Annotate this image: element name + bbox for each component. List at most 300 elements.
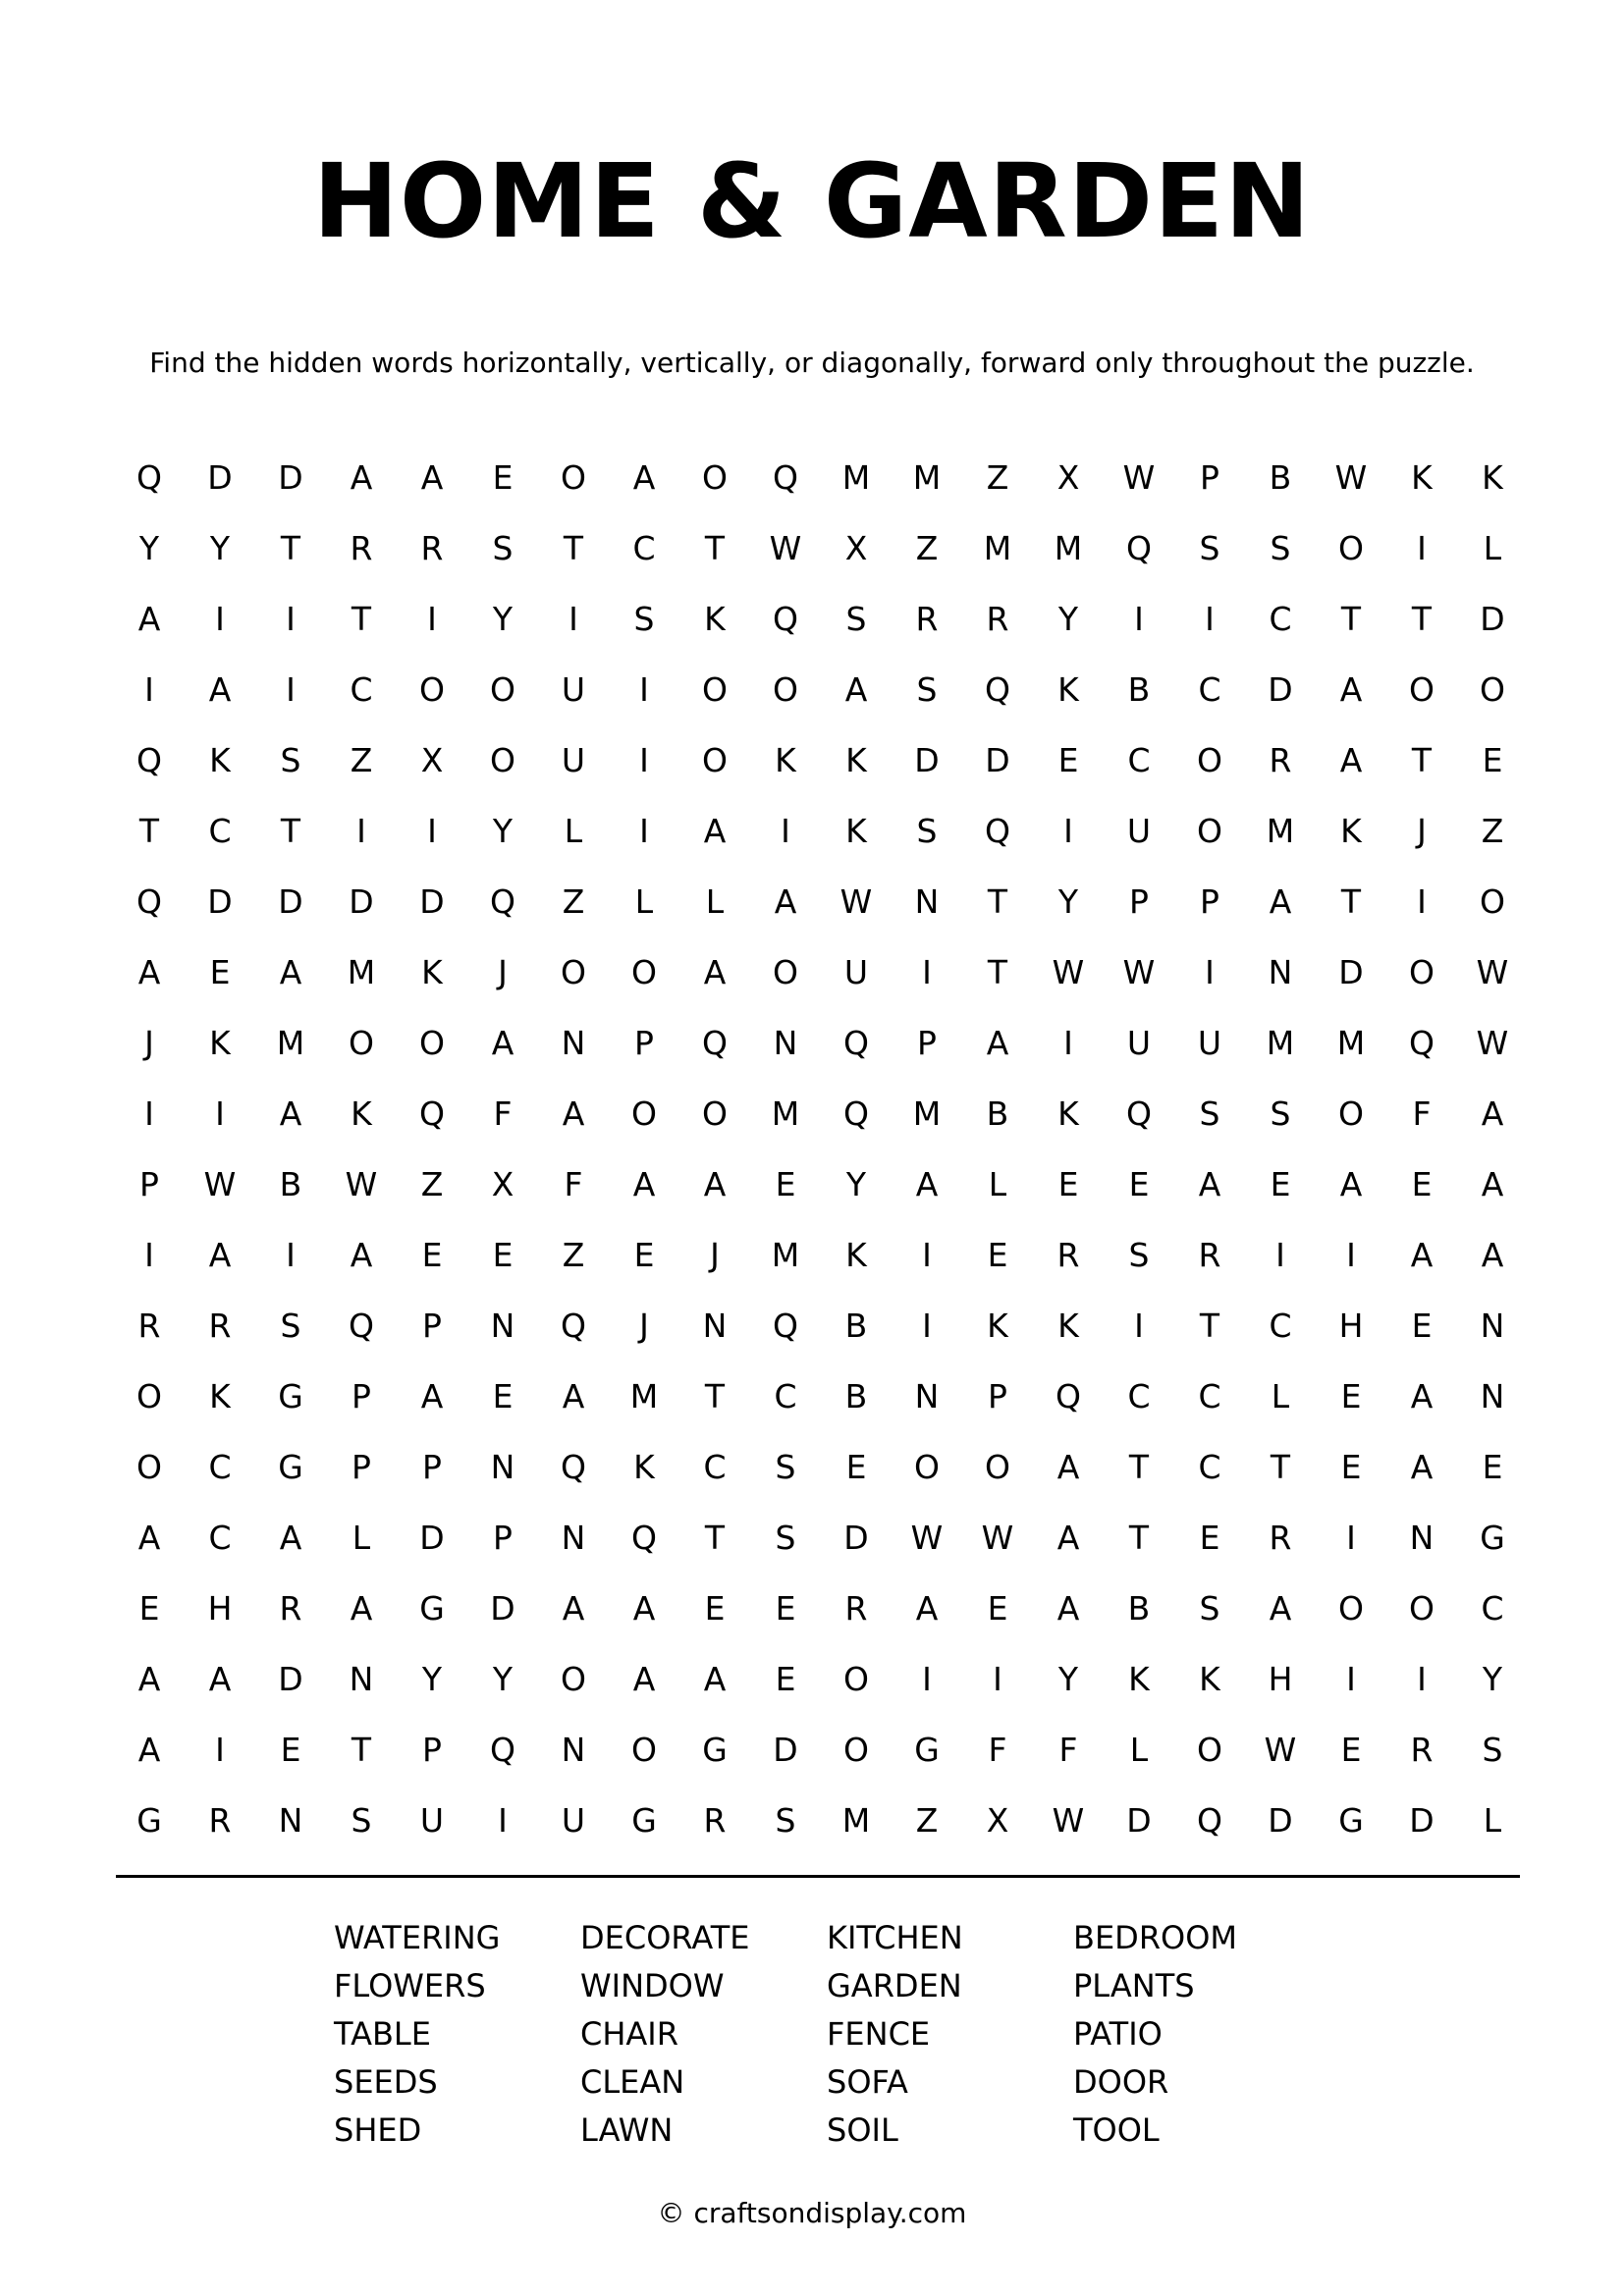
grid-cell: Y [845,1164,867,1203]
grid-cell: O [1338,528,1364,567]
grid-cell: U [561,669,586,709]
grid-cell: A [1339,1164,1363,1203]
grid-row [136,866,1563,936]
grid-cell: A [1481,1235,1504,1274]
grid-cell: T [280,811,301,850]
grid-cell: P [422,1730,442,1769]
grid-cell: A [562,1588,585,1628]
grid-cell: G [702,1730,728,1769]
grid-cell: M [276,1023,305,1062]
grid-cell: Y [492,1659,514,1698]
grid-cell: U [843,952,869,991]
grid-cell: D [985,740,1010,779]
grid-cell: W [981,1518,1014,1557]
grid-cell: K [845,740,867,779]
grid-cell: J [639,1306,649,1345]
grid-cell: W [1476,1023,1509,1062]
grid-row [138,1573,1563,1643]
grid-cell: M [1266,1023,1295,1062]
grid-cell: T [351,599,372,638]
grid-cell: Q [1056,1376,1081,1415]
grid-cell: I [1346,1659,1356,1698]
grid-cell: A [915,1588,939,1628]
grid-cell: Q [631,1518,657,1557]
grid-cell: I [286,669,296,709]
grid-cell: G [136,1800,162,1840]
word-list-item: DOOR [1073,2063,1169,2101]
grid-cell: T [1199,1306,1220,1345]
grid-cell: C [1269,1306,1292,1345]
grid-cell: S [1482,1730,1503,1769]
grid-cell: T [704,1518,726,1557]
grid-cell: A [1481,1094,1504,1133]
grid-cell: O [1480,881,1505,921]
grid-cell: N [914,881,940,921]
grid-cell: T [1128,1447,1150,1486]
grid-cell: H [1268,1659,1293,1698]
grid-cell: S [280,740,301,779]
word-list-item: CHAIR [580,2015,678,2053]
grid-cell: W [839,881,873,921]
grid-row [136,1361,1563,1431]
grid-cell: C [703,1447,727,1486]
grid-cell: J [710,1235,720,1274]
grid-cell: C [1127,740,1151,779]
grid-cell: I [639,669,649,709]
grid-cell: P [1200,881,1219,921]
grid-cell: F [1412,1094,1432,1133]
grid-cell: N [561,1518,586,1557]
grid-cell: I [215,1730,225,1769]
grid-cell: N [702,1306,728,1345]
grid-cell: T [987,881,1008,921]
grid-cell: W [1122,457,1156,497]
grid-cell: Q [136,457,162,497]
grid-cell: D [1126,1800,1152,1840]
grid-cell: S [351,1800,372,1840]
grid-cell: P [422,1447,442,1486]
grid-cell: C [1269,599,1292,638]
grid-cell: W [1264,1730,1297,1769]
grid-cell: A [208,1235,232,1274]
grid-cell: N [1409,1518,1435,1557]
grid-cell: J [144,1023,154,1062]
grid-cell: A [1269,881,1292,921]
grid-cell: A [915,1164,939,1203]
grid-cell: A [279,1518,302,1557]
grid-cell: Q [561,1306,586,1345]
grid-cell: E [1340,1730,1362,1769]
grid-cell: P [352,1447,371,1486]
grid-row [144,1078,1563,1148]
word-list-item: SOFA [827,2063,908,2101]
grid-cell: A [1410,1376,1434,1415]
grid-cell: C [208,1447,232,1486]
word-list-item: FENCE [827,2015,931,2053]
grid-cell: K [1057,1094,1079,1133]
grid-cell: L [352,1518,371,1557]
grid-cell: E [492,457,514,497]
grid-cell: A [350,1588,373,1628]
grid-cell: O [1197,740,1222,779]
grid-cell: T [1128,1518,1150,1557]
grid-cell: O [561,952,586,991]
grid-cell: O [843,1730,869,1769]
grid-cell: I [1275,1235,1285,1274]
grid-cell: N [490,1447,515,1486]
grid-cell: M [983,528,1012,567]
grid-row [137,1502,1563,1573]
grid-cell: K [775,740,796,779]
grid-cell: M [771,1235,800,1274]
grid-cell: O [702,457,728,497]
grid-cell: O [702,1094,728,1133]
grid-cell: C [774,1376,797,1415]
grid-cell: A [1481,1164,1504,1203]
grid-cell: Y [492,599,514,638]
grid-cell: A [1410,1235,1434,1274]
grid-cell: U [1197,1023,1222,1062]
word-list-item: TABLE [334,2015,431,2053]
grid-cell: I [215,1094,225,1133]
word-list-item: WINDOW [580,1967,725,2004]
grid-cell: W [1476,952,1509,991]
grid-cell: R [915,599,939,638]
grid-cell: I [1205,599,1215,638]
grid-cell: S [775,1800,796,1840]
grid-cell: E [1057,1164,1079,1203]
grid-cell: R [350,528,373,567]
grid-cell: D [1338,952,1364,991]
grid-row [139,1148,1563,1219]
grid-cell: I [427,599,437,638]
grid-cell: P [1129,881,1149,921]
grid-cell: A [986,1023,1009,1062]
grid-cell: A [632,457,656,497]
grid-cell: F [493,1094,513,1133]
grid-cell: R [208,1800,232,1840]
grid-cell: N [349,1659,374,1698]
grid-cell: N [1480,1306,1505,1345]
grid-cell: D [843,1518,869,1557]
grid-cell: A [137,952,161,991]
grid-cell: M [841,457,871,497]
word-list-item: BEDROOM [1073,1919,1238,1956]
grid-cell: K [1411,457,1433,497]
grid-cell: A [1410,1447,1434,1486]
grid-cell: I [356,811,366,850]
grid-cell: I [922,952,932,991]
grid-cell: U [1126,1023,1152,1062]
grid-cell: G [914,1730,940,1769]
grid-cell: Q [702,1023,728,1062]
grid-cell: T [1340,599,1362,638]
grid-cell: K [209,740,231,779]
word-list-item: SOIL [827,2111,898,2149]
grid-cell: X [844,528,868,567]
grid-cell: K [421,952,443,991]
grid-cell: I [922,1659,932,1698]
grid-cell: O [631,1730,657,1769]
grid-cell: Q [419,1094,445,1133]
grid-cell: E [987,1235,1008,1274]
grid-cell: E [492,1376,514,1415]
grid-cell: G [631,1800,657,1840]
word-list-item: SEEDS [334,2063,438,2101]
grid-cell: P [139,1164,159,1203]
grid-cell: E [704,1588,726,1628]
grid-cell: N [490,1306,515,1345]
grid-cell: A [774,881,797,921]
grid-row [138,795,1563,866]
grid-cell: J [498,952,508,991]
grid-cell: T [704,1376,726,1415]
grid-cell: G [419,1588,445,1628]
grid-cell: O [1480,669,1505,709]
grid-row [144,1219,1563,1290]
grid-cell: Q [561,1447,586,1486]
grid-cell: R [137,1306,161,1345]
grid-cell: T [563,528,584,567]
grid-cell: A [1339,740,1363,779]
grid-cell: I [498,1800,508,1840]
grid-cell: T [1340,881,1362,921]
grid-cell: B [279,1164,302,1203]
grid-cell: S [1270,1094,1291,1133]
grid-cell: W [1334,457,1368,497]
grid-cell: H [207,1588,233,1628]
grid-cell: Z [915,528,939,567]
grid-cell: E [209,952,231,991]
grid-cell: T [138,811,160,850]
grid-cell: A [279,1094,302,1133]
grid-cell: A [208,669,232,709]
grid-cell: W [1052,1800,1085,1840]
grid-cell: K [1057,1306,1079,1345]
grid-cell: I [1134,1306,1144,1345]
grid-cell: A [1056,1447,1080,1486]
grid-cell: A [350,1235,373,1274]
grid-cell: N [278,1800,303,1840]
grid-cell: Y [1482,1659,1503,1698]
grid-cell: R [1269,1518,1292,1557]
grid-cell: Q [136,740,162,779]
page-title: HOME & GARDEN [312,141,1312,261]
grid-cell: A [350,457,373,497]
grid-cell: K [209,1023,231,1062]
word-list-item: GARDEN [827,1967,962,2004]
grid-cell: E [775,1659,796,1698]
grid-cell: B [844,1376,868,1415]
word-column [334,1914,580,2155]
grid-cell: C [1198,1376,1221,1415]
grid-cell: B [986,1094,1009,1133]
grid-cell: Y [1057,881,1079,921]
grid-cell: I [144,1094,154,1133]
grid-cell: O [561,1659,586,1698]
grid-cell: L [1129,1730,1149,1769]
word-list-item: LAWN [580,2111,674,2149]
divider-line [116,1875,1520,1878]
grid-cell: G [1480,1518,1505,1557]
grid-cell: J [1417,811,1427,850]
grid-cell: K [1482,457,1503,497]
grid-cell: M [629,1376,659,1415]
grid-cell: C [632,528,656,567]
grid-cell: I [993,1659,1002,1698]
grid-cell: L [634,881,654,921]
grid-cell: Q [349,1306,374,1345]
grid-cell: A [562,1376,585,1415]
grid-cell: D [349,881,374,921]
grid-cell: A [562,1094,585,1133]
grid-cell: K [633,1447,655,1486]
grid-cell: E [1411,1164,1433,1203]
grid-cell: H [1338,1306,1364,1345]
grid-cell: A [137,1730,161,1769]
grid-cell: A [703,952,727,991]
grid-row [137,1643,1563,1714]
grid-cell: M [841,1800,871,1840]
grid-cell: O [702,669,728,709]
grid-cell: O [1197,1730,1222,1769]
grid-cell: O [1197,811,1222,850]
grid-cell: P [352,1376,371,1415]
grid-cell: M [771,1094,800,1133]
grid-cell: A [1339,669,1363,709]
grid-cell: N [1268,952,1293,991]
word-list-item: DECORATE [580,1919,750,1956]
grid-cell: E [1482,1447,1503,1486]
grid-row [144,654,1563,724]
grid-cell: D [419,1518,445,1557]
grid-cell: A [703,1659,727,1698]
grid-cell: U [1126,811,1152,850]
grid-cell: E [1340,1376,1362,1415]
grid-cell: G [278,1447,303,1486]
grid-cell: I [215,599,225,638]
grid-cell: U [419,1800,445,1840]
grid-cell: E [1128,1164,1150,1203]
grid-cell: O [1338,1588,1364,1628]
letter-grid [136,442,1563,1855]
grid-cell: R [703,1800,727,1840]
grid-cell: C [1198,1447,1221,1486]
grid-cell: I [922,1306,932,1345]
grid-cell: O [985,1447,1010,1486]
grid-cell: D [1268,669,1293,709]
grid-cell: R [1269,740,1292,779]
grid-cell: M [1266,811,1295,850]
grid-cell: P [917,1023,937,1062]
word-column [580,1914,827,2155]
grid-cell: D [207,457,233,497]
grid-cell: Q [773,599,798,638]
word-column [1073,1914,1320,2155]
grid-cell: K [987,1306,1008,1345]
grid-cell: I [1346,1235,1356,1274]
grid-row [136,1785,1563,1855]
grid-cell: O [419,1023,445,1062]
grid-cell: Y [421,1659,443,1698]
grid-cell: P [634,1023,654,1062]
grid-cell: Z [562,1235,585,1274]
grid-cell: Q [490,1730,515,1769]
grid-cell: O [490,669,515,709]
word-list-item: SHED [334,2111,422,2149]
grid-cell: C [350,669,373,709]
grid-cell: D [773,1730,798,1769]
grid-cell: A [632,1588,656,1628]
grid-cell: X [420,740,444,779]
grid-cell: Q [773,457,798,497]
grid-cell: A [703,1164,727,1203]
grid-row [137,1714,1563,1785]
grid-cell: L [705,881,725,921]
grid-row [144,1007,1563,1078]
grid-cell: D [278,881,303,921]
grid-cell: O [773,669,798,709]
grid-cell: W [1122,952,1156,991]
grid-cell: C [1481,1588,1504,1628]
grid-cell: C [208,1518,232,1557]
grid-cell: U [561,740,586,779]
grid-cell: Q [490,881,515,921]
grid-cell: O [136,1376,162,1415]
grid-cell: E [1057,740,1079,779]
instructions-text: Find the hidden words horizontally, vertically, or diagonally, forward only throughout the puzzle. [149,347,1475,379]
grid-cell: R [986,599,1009,638]
grid-cell: M [347,952,376,991]
grid-cell: E [845,1447,867,1486]
grid-cell: K [1199,1659,1220,1698]
grid-cell: A [1056,1518,1080,1557]
grid-cell: E [492,1235,514,1274]
grid-cell: O [1409,669,1435,709]
word-list-item: FLOWERS [334,1967,486,2004]
grid-cell: I [781,811,790,850]
grid-cell: C [1127,1376,1151,1415]
grid-cell: K [1057,669,1079,709]
grid-cell: I [639,740,649,779]
grid-cell: B [1127,1588,1151,1628]
grid-cell: T [1411,599,1433,638]
grid-cell: Y [1057,1659,1079,1698]
grid-cell: M [912,1094,942,1133]
grid-cell: M [1054,528,1083,567]
grid-cell: Z [1481,811,1504,850]
grid-cell: I [1417,1659,1427,1698]
grid-cell: E [1199,1518,1220,1557]
grid-cell: Q [843,1023,869,1062]
grid-cell: E [633,1235,655,1274]
grid-cell: O [419,669,445,709]
grid-cell: Q [1126,1094,1152,1133]
grid-cell: K [1128,1659,1150,1698]
grid-cell: D [490,1588,515,1628]
grid-cell: S [775,1518,796,1557]
grid-cell: I [1063,811,1073,850]
grid-cell: A [1056,1588,1080,1628]
grid-cell: T [351,1730,372,1769]
grid-cell: S [1128,1235,1150,1274]
grid-cell: R [279,1588,302,1628]
grid-cell: Y [138,528,160,567]
grid-cell: A [208,1659,232,1698]
grid-cell: B [1127,669,1151,709]
grid-cell: F [988,1730,1007,1769]
word-list [334,1914,1320,2155]
